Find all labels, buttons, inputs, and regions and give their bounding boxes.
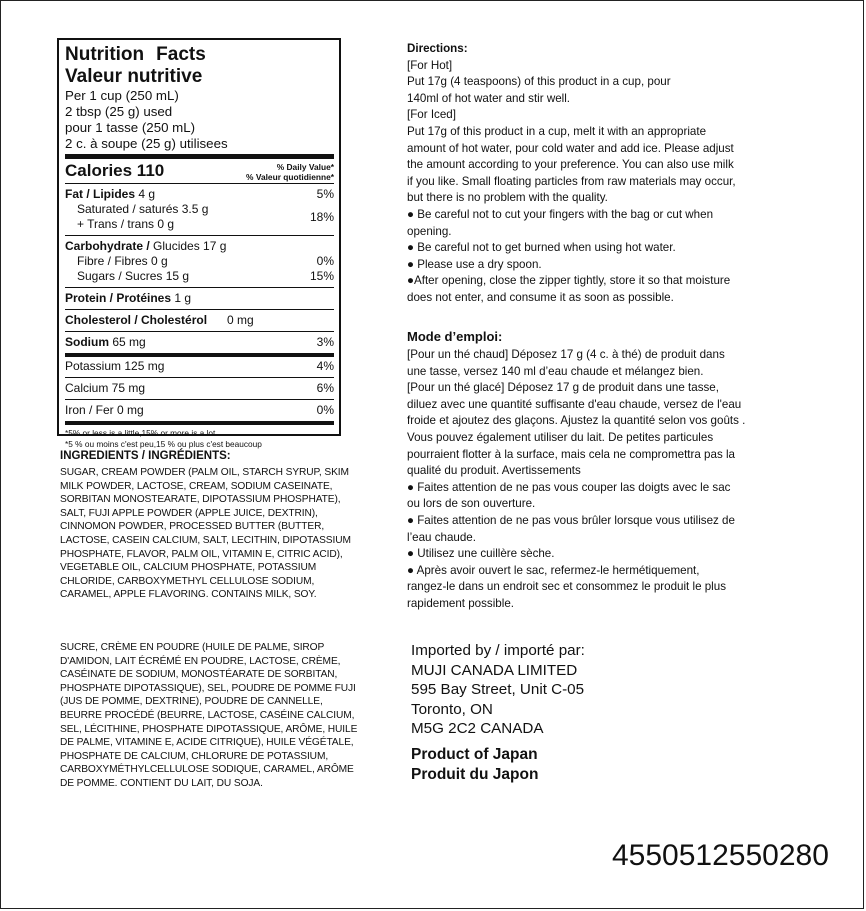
serving-line: pour 1 tasse (250 mL): [65, 120, 196, 135]
directions-line: [For Hot]: [407, 58, 453, 72]
directions-line: ● Please use a dry spoon.: [407, 257, 542, 271]
nutrition-title: [65, 44, 334, 66]
serving-line: 2 c. à soupe (25 g) utilisees: [65, 136, 228, 151]
saturated-dv: 18%: [309, 210, 334, 224]
iron-label: Iron / Fer 0 mg: [65, 403, 144, 417]
daily-value-header: [246, 161, 334, 182]
directions-line: ● Be careful not to cut your fingers with the bag or cut when: [407, 207, 714, 221]
mode-line: diluez avec une quantité suffisante d'eau chaude, versez de l'eau: [407, 397, 742, 411]
directions-line: but there is no problem with the quality.: [407, 191, 608, 205]
directions-line: Put 17g of this product in a cup, melt it with an appropriate: [407, 124, 707, 138]
directions-en: [407, 41, 802, 307]
directions-fr: [407, 328, 802, 613]
fat-dv: 5%: [316, 187, 334, 201]
fibre-dv: 0%: [316, 254, 334, 268]
footnote-fr: *5 % ou moins c'est peu,15 % ou plus c'est beaucoup: [65, 439, 262, 449]
dv-footnote: [65, 425, 334, 450]
mode-line: ● Faites attention de ne pas vous couper las doigts avec le sac: [407, 480, 731, 494]
sodium-label: Sodium: [65, 335, 109, 349]
mode-line: ● Après avoir ouvert le sac, refermez-le hermétiquement,: [407, 563, 700, 577]
directions-line: 140ml of hot water and stir well.: [407, 91, 571, 105]
calcium-row: [65, 378, 334, 399]
protein-label: Protein / Protéines: [65, 291, 172, 305]
ingredients-fr: SUCRE, CRÈME EN POUDRE (HUILE DE PALME, SIROP D'AMIDON, LAIT ÉCRÉMÉ EN POUDRE, LACTOSE, CRÈME, CASÉINATE DE SODIUM, MONOSTÉARATE DE SORBITAN, PHOSPHATE DIPOTASSIQUE), SEL, POUDRE DE POMME FUJI (JUS DE POMME, DEXTRINE), POUDRE DE CANNELLE, BEURRE PROCÉDÉ (BEURRE, LACTOSE, CASÉINE CALCIUM, SEL, LÉCITHINE, PHOSPHATE DIPOTASSIQUE, ARÔME, HUILE DE PALME, VITAMINE E, ACIDE CITRIQUE), HUILE VÉGÉTALE, PHOSPHATE DE CALCIUM, CHLORURE DE POTASSIUM, CARBOXYMÉTHYLCELLULOSE SODIQUE, CARAMEL, ARÔME DE POMME. CONTIENT DU LAIT, DU SOJA.: [60, 642, 358, 789]
sugars-dv: 15%: [309, 269, 334, 283]
cholesterol-label: Cholesterol / Cholestérol: [65, 313, 208, 327]
sugars-row: [65, 269, 334, 284]
serving-size: [65, 88, 334, 152]
fat-label: Fat / Lipides: [65, 187, 136, 201]
title-en: Nutrition: [65, 44, 145, 65]
mode-line: ● Utilisez une cuillère sèche.: [407, 547, 555, 561]
carb-label: Carbohydrate /: [65, 239, 150, 253]
carb-group: [65, 236, 334, 287]
directions-line: opening.: [407, 224, 452, 238]
directions-line: [For Iced]: [407, 108, 456, 122]
directions-line: does not enter, and consume it as soon as possible.: [407, 290, 674, 304]
fibre-row: [65, 254, 334, 269]
nutrition-facts-table: [57, 38, 341, 449]
mode-line: qualité du produit. Avertissements: [407, 464, 581, 478]
trans-label: + Trans / trans 0 g: [77, 217, 175, 231]
directions-line: ● Be careful not to get burned when using hot water.: [407, 241, 676, 255]
sodium-row: [65, 332, 334, 353]
mode-lines: [407, 347, 802, 613]
importer-line: 595 Bay Street, Unit C-05: [411, 681, 585, 698]
mode-line: froide et ajoutez des glaçons. Ajustez la quantité selon vos goûts .: [407, 414, 746, 428]
dv-head-en: % Daily Value*: [276, 162, 334, 172]
mode-line: [Pour un thé chaud] Déposez 17 g (4 c. à thé) de produit dans: [407, 348, 725, 361]
directions-line: ●After opening, close the zipper tightly, store it so that moisture: [407, 274, 731, 288]
directions-title: Directions:: [407, 42, 468, 55]
iron-dv: 0%: [316, 403, 334, 417]
mode-line: l’eau chaude.: [407, 530, 476, 544]
country-of-origin: [411, 745, 538, 784]
fat-group: [65, 184, 334, 235]
title-en-2: Facts: [156, 44, 206, 65]
importer-line: Toronto, ON: [411, 700, 493, 718]
mode-line: rapidement possible.: [407, 596, 514, 610]
potassium-dv: 4%: [316, 359, 334, 373]
carb-row: [65, 239, 334, 254]
fibre-label: Fibre / Fibres 0 g: [77, 254, 168, 268]
calcium-dv: 6%: [316, 381, 334, 395]
saturated-trans-row: [65, 202, 334, 232]
cholesterol-amount: 0 mg: [227, 313, 254, 327]
potassium-label: Potassium 125 mg: [65, 359, 165, 373]
dv-head-fr: % Valeur quotidienne*: [246, 172, 334, 182]
directions-line: Put 17g (4 teaspoons) of this product in a cup, pour: [407, 75, 671, 89]
serving-line: Per 1 cup (250 mL): [65, 88, 179, 103]
serving-line: 2 tbsp (25 g) used: [65, 104, 173, 119]
importer-line: Imported by / importé par:: [411, 642, 585, 659]
mode-line: une tasse, versez 140 ml d’eau chaude et mélangez bien.: [407, 364, 704, 378]
mode-line: pourraient flotter à la surface, mais cela ne compromettra pas la: [407, 447, 735, 461]
protein-row: [65, 288, 334, 309]
directions-line: the amount according to your preference. You can also use milk: [407, 158, 734, 172]
saturated-label: Saturated / saturés 3.5 g: [77, 202, 209, 216]
fat-amount: 4 g: [135, 187, 156, 201]
carb-amount: Glucides 17 g: [149, 239, 227, 253]
cholesterol-row: [65, 310, 334, 331]
potassium-row: [65, 357, 334, 377]
sodium-amount: 65 mg: [109, 335, 146, 349]
footnote-en: *5% or less is a little,15% or more is a lot: [65, 428, 216, 438]
ingredients-title: INGREDIENTS / INGRÉDIENTS:: [60, 450, 231, 462]
barcode-number: 4550512550280: [612, 839, 829, 872]
directions-line: if you like. Small floating particles from raw materials may occur,: [407, 174, 736, 188]
calories-row: [65, 159, 334, 183]
mode-line: ● Faites attention de ne pas vous brûler lorsque vous utilisez de: [407, 513, 735, 527]
calories-label: Calories 110: [65, 161, 165, 180]
sugars-label: Sugars / Sucres 15 g: [77, 269, 190, 283]
nutrition-title-fr: Valeur nutritive: [65, 66, 203, 87]
directions-line: amount of hot water, pour cold water and add ice. Please adjust: [407, 141, 734, 155]
importer-line: M5G 2C2 CANADA: [411, 720, 544, 737]
importer-address: [411, 641, 585, 739]
protein-amount: 1 g: [171, 291, 192, 305]
origin-fr: Produit du Japon: [411, 765, 539, 783]
mode-line: Vous pouvez également utiliser du lait. De petites particules: [407, 430, 714, 444]
fat-row: [65, 187, 334, 202]
mode-line: ou lors de son ouverture.: [407, 497, 536, 511]
ingredients-en: SUGAR, CREAM POWDER (PALM OIL, STARCH SYRUP, SKIM MILK POWDER, LACTOSE, CREAM, SODIUM CASEINATE, SORBITAN MONOSTEARATE, DIPOTASSIUM PHOSPHATE), SALT, FUJI APPLE POWDER (APPLE JUICE, DEXTRIN), CINNOMON POWDER, PROCESSED BUTTER (BUTTER, LACTOSE, CASEIN CALCIUM, SALT, LECITHIN, DIPOTASSIUM PHOSPHATE, FLAVOR, PALM OIL, VITAMIN E, CITRIC ACID), VEGETABLE OIL, CALCIUM PHOSPHATE, POTASSIUM CHLORIDE, CARBOXYMETHYL CELLULOSE SODIUM, CARAMEL, APPLE FLAVORING. CONTAINS MILK, SOY.: [60, 467, 351, 601]
iron-row: [65, 400, 334, 421]
mode-line: [Pour un thé glacé] Déposez 17 g de produit dans une tasse,: [407, 381, 719, 395]
origin-en: Product of Japan: [411, 746, 538, 763]
sodium-dv: 3%: [316, 335, 334, 349]
mode-line: rangez-le dans un endroit sec et consommez le produit le plus: [407, 580, 727, 594]
calcium-label: Calcium 75 mg: [65, 381, 146, 395]
directions-lines: [407, 58, 802, 307]
importer-line: MUJI CANADA LIMITED: [411, 661, 578, 679]
mode-emploi-title: Mode d’emploi:: [407, 329, 503, 344]
